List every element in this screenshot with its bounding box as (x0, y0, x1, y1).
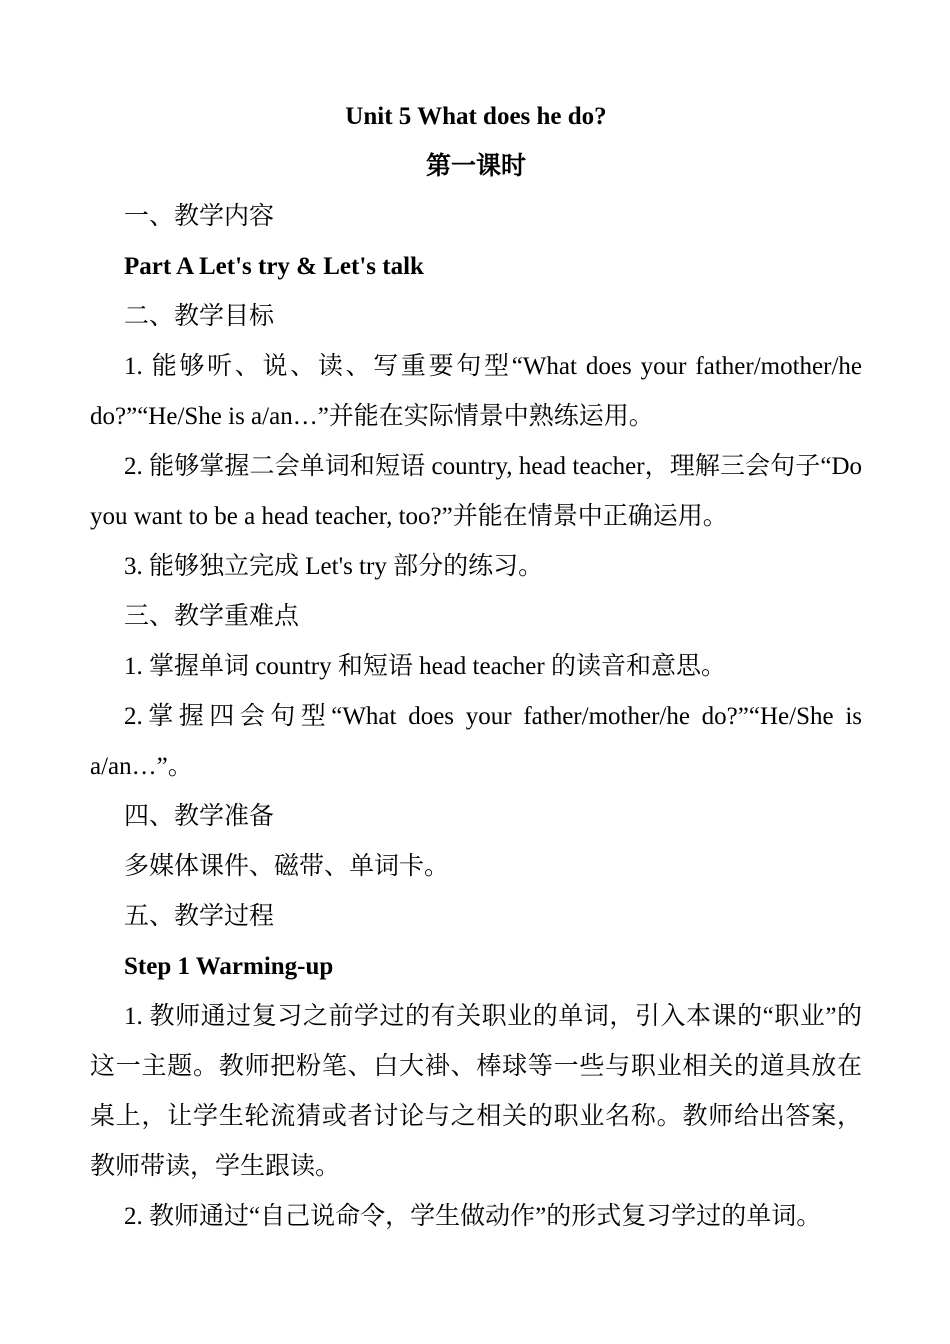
document-title: Unit 5 What does he do? (345, 103, 607, 130)
document-body (90, 92, 862, 1242)
preparation-content: 多媒体课件、磁带、单词卡。 (124, 853, 450, 880)
section-heading-preparation: 四、教学准备 (124, 803, 275, 830)
section-heading-content: 一、教学内容 (124, 203, 275, 230)
section-heading-key-points: 三、教学重难点 (124, 603, 300, 630)
step-1-heading: Step 1 Warming-up (124, 953, 334, 980)
lesson-subtitle: 第一课时 (425, 153, 526, 180)
objective-item-3: 3. 能够独立完成 Let's try 部分的练习。 (124, 553, 544, 580)
step-1-item-2: 2. 教师通过“自己说命令，学生做动作”的形式复习学过的单词。 (124, 1203, 822, 1230)
key-point-item-2: 2.掌握四会句型“What does your father/mother/he do?”“He/She is a/an…”。 (90, 703, 862, 780)
objective-item-1: 1. 能够听、说、读、写重要句型“What does your father/mother/he do?”“He/She is a/an…”并能在实际情景中熟练运用。 (90, 353, 862, 430)
section-heading-objectives: 二、教学目标 (124, 303, 275, 330)
section-heading-procedure: 五、教学过程 (124, 903, 275, 930)
step-1-item-1: 1. 教师通过复习之前学过的有关职业的单词，引入本课的“职业”的这一主题。教师把粉笔、白大褂、棒球等一些与职业相关的道具放在桌上，让学生轮流猜或者讨论与之相关的职业名称。教师给出答案，教师带读，学生跟读。 (90, 1003, 862, 1180)
section-content-part: Part A Let's try & Let's talk (124, 253, 424, 280)
objective-item-2: 2. 能够掌握二会单词和短语 country, head teacher，理解三会句子“Do you want to be a head teacher, too?”并能在情景中正确运用。 (90, 453, 862, 530)
key-point-item-1: 1. 掌握单词 country 和短语 head teacher 的读音和意思。 (124, 653, 726, 680)
